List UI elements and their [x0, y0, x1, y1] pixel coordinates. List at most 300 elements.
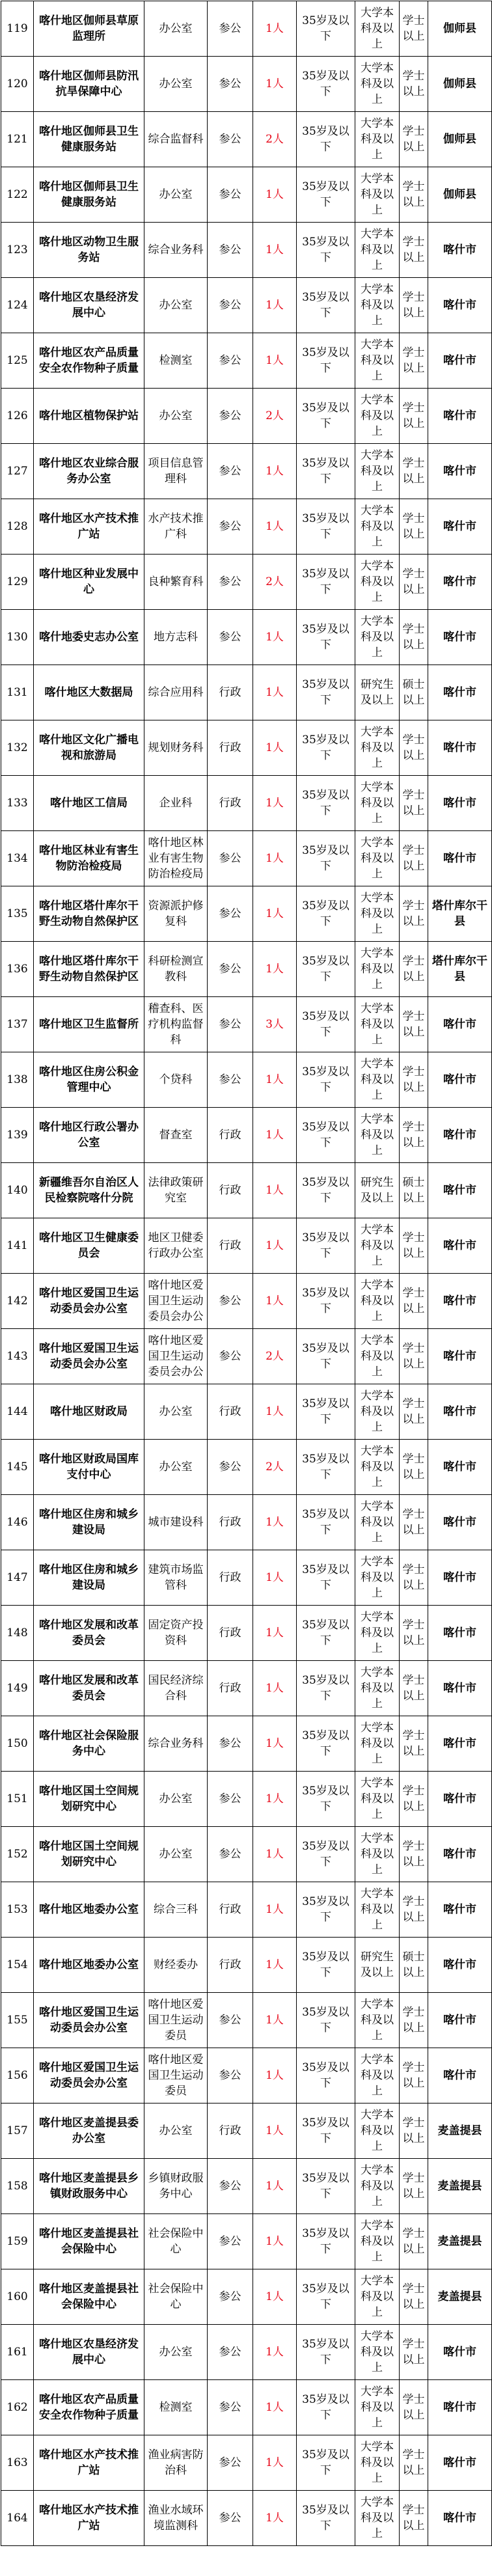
degree-requirement: 学士以上 [400, 886, 428, 942]
recruit-count: 1人 [253, 499, 297, 555]
work-location: 喀什市 [428, 2380, 492, 2435]
age-requirement: 35岁及以下 [297, 444, 355, 499]
education-requirement: 大学本科及以上 [355, 112, 400, 167]
position-type: 参公 [208, 1440, 253, 1495]
employer-unit: 喀什地区卫生监督所 [34, 997, 144, 1052]
table-row [1, 1274, 492, 1329]
education-requirement: 大学本科及以上 [355, 1108, 400, 1163]
employer-unit: 喀什地区行政公署办公室 [34, 1108, 144, 1163]
work-location: 麦盖提县 [428, 2159, 492, 2214]
employer-unit: 喀什地区农产品质量安全农作物种子质量 [34, 333, 144, 389]
recruit-count: 2人 [253, 1329, 297, 1384]
age-requirement: 35岁及以下 [297, 2048, 355, 2103]
employer-unit: 喀什地区农垦经济发展中心 [34, 278, 144, 333]
recruit-count: 1人 [253, 1661, 297, 1716]
recruit-count: 1人 [253, 720, 297, 776]
employer-unit: 喀什地区发展和改革委员会 [34, 1661, 144, 1716]
position-name: 喀什地区爱国卫生运动委员 [144, 2048, 208, 2103]
position-type: 参公 [208, 2048, 253, 2103]
age-requirement: 35岁及以下 [297, 1440, 355, 1495]
employer-unit: 喀什地区种业发展中心 [34, 555, 144, 610]
work-location: 喀什市 [428, 1938, 492, 1993]
recruit-count: 1人 [253, 1550, 297, 1606]
table-row [1, 2214, 492, 2269]
position-name: 科研检测宣教科 [144, 942, 208, 997]
education-requirement: 大学本科及以上 [355, 942, 400, 997]
position-name: 办公室 [144, 1, 208, 57]
position-name: 乡镇财政服务中心 [144, 2159, 208, 2214]
education-requirement: 研究生及以上 [355, 665, 400, 720]
education-requirement: 大学本科及以上 [355, 1993, 400, 2048]
employer-unit: 喀什地区麦盖提县乡镇财政服务中心 [34, 2159, 144, 2214]
work-location: 喀什市 [428, 720, 492, 776]
work-location: 喀什市 [428, 1882, 492, 1938]
position-name: 渔业病害防治科 [144, 2435, 208, 2491]
position-name: 办公室 [144, 1772, 208, 1827]
row-number: 137 [1, 997, 34, 1052]
work-location: 喀什市 [428, 278, 492, 333]
row-number: 131 [1, 665, 34, 720]
employer-unit: 喀什地区住房和城乡建设局 [34, 1495, 144, 1550]
age-requirement: 35岁及以下 [297, 1550, 355, 1606]
position-name: 综合业务科 [144, 223, 208, 278]
position-name: 办公室 [144, 1827, 208, 1882]
age-requirement: 35岁及以下 [297, 1384, 355, 1440]
age-requirement: 35岁及以下 [297, 2159, 355, 2214]
age-requirement: 35岁及以下 [297, 1495, 355, 1550]
education-requirement: 大学本科及以上 [355, 1, 400, 57]
degree-requirement: 学士以上 [400, 776, 428, 831]
row-number: 140 [1, 1163, 34, 1218]
table-row [1, 555, 492, 610]
age-requirement: 35岁及以下 [297, 831, 355, 886]
recruit-count: 1人 [253, 1606, 297, 1661]
position-name: 地区卫健委行政办公室 [144, 1218, 208, 1274]
employer-unit: 喀什地委史志办公室 [34, 610, 144, 665]
age-requirement: 35岁及以下 [297, 997, 355, 1052]
education-requirement: 研究生及以上 [355, 1938, 400, 1993]
degree-requirement: 学士以上 [400, 720, 428, 776]
recruit-count: 3人 [253, 997, 297, 1052]
age-requirement: 35岁及以下 [297, 776, 355, 831]
work-location: 喀什市 [428, 2435, 492, 2491]
employer-unit: 喀什地区水产技术推广站 [34, 2491, 144, 2546]
recruit-count: 1人 [253, 2214, 297, 2269]
age-requirement: 35岁及以下 [297, 2380, 355, 2435]
employer-unit: 喀什地区麦盖提县社会保险中心 [34, 2269, 144, 2325]
degree-requirement: 学士以上 [400, 112, 428, 167]
employer-unit: 喀什地区社会保险服务中心 [34, 1716, 144, 1772]
employer-unit: 喀什地区爱国卫生运动委员会办公室 [34, 1993, 144, 2048]
position-name: 国民经济综合科 [144, 1661, 208, 1716]
education-requirement: 大学本科及以上 [355, 776, 400, 831]
education-requirement: 大学本科及以上 [355, 831, 400, 886]
recruit-count: 1人 [253, 1108, 297, 1163]
employer-unit: 喀什地区爱国卫生运动委员会办公室 [34, 2048, 144, 2103]
table-row [1, 57, 492, 112]
age-requirement: 35岁及以下 [297, 2269, 355, 2325]
employer-unit: 喀什地区文化广播电视和旅游局 [34, 720, 144, 776]
table-row [1, 499, 492, 555]
degree-requirement: 学士以上 [400, 2103, 428, 2159]
degree-requirement: 学士以上 [400, 2435, 428, 2491]
recruit-count: 1人 [253, 1993, 297, 2048]
work-location: 喀什市 [428, 389, 492, 444]
recruit-count: 1人 [253, 2491, 297, 2546]
table-row [1, 1163, 492, 1218]
work-location: 喀什市 [428, 499, 492, 555]
age-requirement: 35岁及以下 [297, 2325, 355, 2380]
education-requirement: 研究生及以上 [355, 1163, 400, 1218]
position-name: 办公室 [144, 2103, 208, 2159]
employer-unit: 喀什地区卫生健康委员会 [34, 1218, 144, 1274]
age-requirement: 35岁及以下 [297, 1993, 355, 2048]
degree-requirement: 学士以上 [400, 1716, 428, 1772]
work-location: 喀什市 [428, 2491, 492, 2546]
education-requirement: 大学本科及以上 [355, 1716, 400, 1772]
recruit-count: 1人 [253, 2325, 297, 2380]
position-name: 项目信息管理科 [144, 444, 208, 499]
row-number: 141 [1, 1218, 34, 1274]
row-number: 156 [1, 2048, 34, 2103]
position-type: 参公 [208, 499, 253, 555]
education-requirement: 大学本科及以上 [355, 2048, 400, 2103]
work-location: 喀什市 [428, 223, 492, 278]
row-number: 161 [1, 2325, 34, 2380]
position-name: 办公室 [144, 1384, 208, 1440]
table-row [1, 2269, 492, 2325]
row-number: 153 [1, 1882, 34, 1938]
education-requirement: 大学本科及以上 [355, 1218, 400, 1274]
row-number: 158 [1, 2159, 34, 2214]
recruit-count: 1人 [253, 167, 297, 223]
degree-requirement: 学士以上 [400, 1993, 428, 2048]
employer-unit: 喀什地区财政局国库支付中心 [34, 1440, 144, 1495]
employer-unit: 喀什地区伽师县防汛抗旱保障中心 [34, 57, 144, 112]
position-name: 稽查科、医疗机构监督科 [144, 997, 208, 1052]
work-location: 喀什市 [428, 1772, 492, 1827]
education-requirement: 大学本科及以上 [355, 57, 400, 112]
work-location: 喀什市 [428, 1827, 492, 1882]
row-number: 134 [1, 831, 34, 886]
position-type: 参公 [208, 1993, 253, 2048]
employer-unit: 喀什地区水产技术推广站 [34, 499, 144, 555]
age-requirement: 35岁及以下 [297, 389, 355, 444]
recruit-count: 1人 [253, 223, 297, 278]
education-requirement: 大学本科及以上 [355, 1329, 400, 1384]
degree-requirement: 学士以上 [400, 1661, 428, 1716]
work-location: 喀什市 [428, 1274, 492, 1329]
table-row [1, 1716, 492, 1772]
education-requirement: 大学本科及以上 [355, 167, 400, 223]
position-name: 渔业水域环境监测科 [144, 2491, 208, 2546]
position-type: 参公 [208, 223, 253, 278]
education-requirement: 大学本科及以上 [355, 1882, 400, 1938]
table-row [1, 1938, 492, 1993]
degree-requirement: 硕士以上 [400, 1163, 428, 1218]
work-location: 塔什库尔干县 [428, 886, 492, 942]
position-name: 办公室 [144, 1440, 208, 1495]
age-requirement: 35岁及以下 [297, 333, 355, 389]
work-location: 喀什市 [428, 555, 492, 610]
position-name: 个贷科 [144, 1052, 208, 1108]
work-location: 喀什市 [428, 333, 492, 389]
position-name: 办公室 [144, 389, 208, 444]
employer-unit: 喀什地区农业综合服务办公室 [34, 444, 144, 499]
position-name: 喀什地区爱国卫生运动委员会办公 [144, 1329, 208, 1384]
row-number: 145 [1, 1440, 34, 1495]
age-requirement: 35岁及以下 [297, 1108, 355, 1163]
work-location: 喀什市 [428, 1218, 492, 1274]
work-location: 喀什市 [428, 610, 492, 665]
age-requirement: 35岁及以下 [297, 610, 355, 665]
employer-unit: 新疆维吾尔自治区人民检察院喀什分院 [34, 1163, 144, 1218]
education-requirement: 大学本科及以上 [355, 997, 400, 1052]
education-requirement: 大学本科及以上 [355, 2214, 400, 2269]
position-type: 参公 [208, 167, 253, 223]
row-number: 135 [1, 886, 34, 942]
degree-requirement: 学士以上 [400, 555, 428, 610]
degree-requirement: 学士以上 [400, 1772, 428, 1827]
degree-requirement: 学士以上 [400, 333, 428, 389]
degree-requirement: 学士以上 [400, 278, 428, 333]
work-location: 喀什市 [428, 831, 492, 886]
position-type: 行政 [208, 1384, 253, 1440]
degree-requirement: 学士以上 [400, 1108, 428, 1163]
row-number: 155 [1, 1993, 34, 2048]
row-number: 139 [1, 1108, 34, 1163]
row-number: 121 [1, 112, 34, 167]
position-type: 行政 [208, 1495, 253, 1550]
education-requirement: 大学本科及以上 [355, 610, 400, 665]
education-requirement: 大学本科及以上 [355, 1606, 400, 1661]
row-number: 147 [1, 1550, 34, 1606]
table-row [1, 2159, 492, 2214]
row-number: 130 [1, 610, 34, 665]
position-type: 行政 [208, 1882, 253, 1938]
row-number: 132 [1, 720, 34, 776]
position-type: 参公 [208, 886, 253, 942]
position-name: 办公室 [144, 167, 208, 223]
work-location: 伽师县 [428, 1, 492, 57]
table-row [1, 2380, 492, 2435]
age-requirement: 35岁及以下 [297, 1329, 355, 1384]
work-location: 喀什市 [428, 776, 492, 831]
work-location: 伽师县 [428, 112, 492, 167]
employer-unit: 喀什地区农垦经济发展中心 [34, 2325, 144, 2380]
row-number: 143 [1, 1329, 34, 1384]
work-location: 喀什市 [428, 1716, 492, 1772]
education-requirement: 大学本科及以上 [355, 223, 400, 278]
table-row [1, 1108, 492, 1163]
degree-requirement: 学士以上 [400, 610, 428, 665]
work-location: 麦盖提县 [428, 2269, 492, 2325]
position-name: 资源派护修复科 [144, 886, 208, 942]
age-requirement: 35岁及以下 [297, 2491, 355, 2546]
position-type: 行政 [208, 1938, 253, 1993]
education-requirement: 大学本科及以上 [355, 1772, 400, 1827]
table-row [1, 1772, 492, 1827]
position-name: 社会保险中心 [144, 2214, 208, 2269]
row-number: 159 [1, 2214, 34, 2269]
position-type: 参公 [208, 333, 253, 389]
table-row [1, 2435, 492, 2491]
recruit-count: 1人 [253, 333, 297, 389]
row-number: 127 [1, 444, 34, 499]
employer-unit: 喀什地区农产品质量安全农作物种子质量 [34, 2380, 144, 2435]
position-type: 参公 [208, 278, 253, 333]
employer-unit: 喀什地区水产技术推广站 [34, 2435, 144, 2491]
degree-requirement: 学士以上 [400, 942, 428, 997]
education-requirement: 大学本科及以上 [355, 2325, 400, 2380]
age-requirement: 35岁及以下 [297, 1882, 355, 1938]
position-name: 综合应用科 [144, 665, 208, 720]
row-number: 163 [1, 2435, 34, 2491]
age-requirement: 35岁及以下 [297, 1274, 355, 1329]
position-type: 参公 [208, 1827, 253, 1882]
position-name: 地方志科 [144, 610, 208, 665]
table-row [1, 2491, 492, 2546]
table-row [1, 776, 492, 831]
recruit-count: 1人 [253, 2269, 297, 2325]
position-type: 行政 [208, 1550, 253, 1606]
recruit-count: 1人 [253, 2159, 297, 2214]
work-location: 麦盖提县 [428, 2214, 492, 2269]
row-number: 119 [1, 1, 34, 57]
row-number: 149 [1, 1661, 34, 1716]
employer-unit: 喀什地区伽师县卫生健康服务站 [34, 167, 144, 223]
education-requirement: 大学本科及以上 [355, 555, 400, 610]
position-type: 参公 [208, 1274, 253, 1329]
employer-unit: 喀什地区大数据局 [34, 665, 144, 720]
employer-unit: 喀什地区地委办公室 [34, 1938, 144, 1993]
position-name: 检测室 [144, 333, 208, 389]
position-name: 综合三科 [144, 1882, 208, 1938]
recruit-count: 1人 [253, 278, 297, 333]
age-requirement: 35岁及以下 [297, 57, 355, 112]
position-name: 督查室 [144, 1108, 208, 1163]
position-type: 行政 [208, 1606, 253, 1661]
row-number: 129 [1, 555, 34, 610]
employer-unit: 喀什地区林业有害生物防治检疫局 [34, 831, 144, 886]
position-type: 行政 [208, 776, 253, 831]
recruit-count: 1人 [253, 1772, 297, 1827]
degree-requirement: 硕士以上 [400, 1938, 428, 1993]
row-number: 151 [1, 1772, 34, 1827]
education-requirement: 大学本科及以上 [355, 1440, 400, 1495]
table-row [1, 1218, 492, 1274]
position-type: 参公 [208, 555, 253, 610]
table-row [1, 665, 492, 720]
age-requirement: 35岁及以下 [297, 223, 355, 278]
work-location: 麦盖提县 [428, 2103, 492, 2159]
table-row [1, 942, 492, 997]
table-row [1, 1, 492, 57]
table-row [1, 278, 492, 333]
age-requirement: 35岁及以下 [297, 1716, 355, 1772]
position-type: 行政 [208, 1108, 253, 1163]
work-location: 喀什市 [428, 444, 492, 499]
table-row [1, 2325, 492, 2380]
table-row [1, 1329, 492, 1384]
degree-requirement: 学士以上 [400, 2491, 428, 2546]
position-name: 城市建设科 [144, 1495, 208, 1550]
degree-requirement: 学士以上 [400, 167, 428, 223]
table-row [1, 1384, 492, 1440]
row-number: 152 [1, 1827, 34, 1882]
employer-unit: 喀什地区国土空间规划研究中心 [34, 1827, 144, 1882]
table-row [1, 2103, 492, 2159]
position-type: 参公 [208, 2269, 253, 2325]
work-location: 喀什市 [428, 1329, 492, 1384]
row-number: 133 [1, 776, 34, 831]
position-type: 参公 [208, 2491, 253, 2546]
row-number: 154 [1, 1938, 34, 1993]
age-requirement: 35岁及以下 [297, 555, 355, 610]
age-requirement: 35岁及以下 [297, 2214, 355, 2269]
work-location: 塔什库尔干县 [428, 942, 492, 997]
recruit-count: 1人 [253, 1882, 297, 1938]
degree-requirement: 学士以上 [400, 2269, 428, 2325]
education-requirement: 大学本科及以上 [355, 389, 400, 444]
table-row [1, 112, 492, 167]
age-requirement: 35岁及以下 [297, 499, 355, 555]
education-requirement: 大学本科及以上 [355, 2103, 400, 2159]
row-number: 122 [1, 167, 34, 223]
age-requirement: 35岁及以下 [297, 720, 355, 776]
position-name: 喀什地区林业有害生物防治检疫局 [144, 831, 208, 886]
position-name: 良种繁育科 [144, 555, 208, 610]
education-requirement: 大学本科及以上 [355, 499, 400, 555]
position-type: 行政 [208, 1661, 253, 1716]
row-number: 125 [1, 333, 34, 389]
employer-unit: 喀什地区塔什库尔干野生动物自然保护区 [34, 886, 144, 942]
row-number: 128 [1, 499, 34, 555]
table-row [1, 2048, 492, 2103]
age-requirement: 35岁及以下 [297, 278, 355, 333]
employer-unit: 喀什地区麦盖提县社会保险中心 [34, 2214, 144, 2269]
row-number: 160 [1, 2269, 34, 2325]
position-type: 参公 [208, 831, 253, 886]
education-requirement: 大学本科及以上 [355, 1274, 400, 1329]
age-requirement: 35岁及以下 [297, 1052, 355, 1108]
degree-requirement: 学士以上 [400, 1, 428, 57]
employer-unit: 喀什地区住房和城乡建设局 [34, 1550, 144, 1606]
position-type: 参公 [208, 1329, 253, 1384]
degree-requirement: 学士以上 [400, 389, 428, 444]
position-type: 参公 [208, 2380, 253, 2435]
position-type: 参公 [208, 1, 253, 57]
employer-unit: 喀什地区塔什库尔干野生动物自然保护区 [34, 942, 144, 997]
education-requirement: 大学本科及以上 [355, 333, 400, 389]
table-row [1, 610, 492, 665]
age-requirement: 35岁及以下 [297, 112, 355, 167]
work-location: 喀什市 [428, 1495, 492, 1550]
age-requirement: 35岁及以下 [297, 1827, 355, 1882]
employer-unit: 喀什地区麦盖提县委办公室 [34, 2103, 144, 2159]
recruit-count: 1人 [253, 57, 297, 112]
employer-unit: 喀什地区财政局 [34, 1384, 144, 1440]
row-number: 142 [1, 1274, 34, 1329]
degree-requirement: 学士以上 [400, 1550, 428, 1606]
recruit-count: 1人 [253, 2380, 297, 2435]
recruit-count: 1人 [253, 1163, 297, 1218]
position-name: 综合业务科 [144, 1716, 208, 1772]
row-number: 138 [1, 1052, 34, 1108]
education-requirement: 大学本科及以上 [355, 278, 400, 333]
row-number: 157 [1, 2103, 34, 2159]
age-requirement: 35岁及以下 [297, 1163, 355, 1218]
